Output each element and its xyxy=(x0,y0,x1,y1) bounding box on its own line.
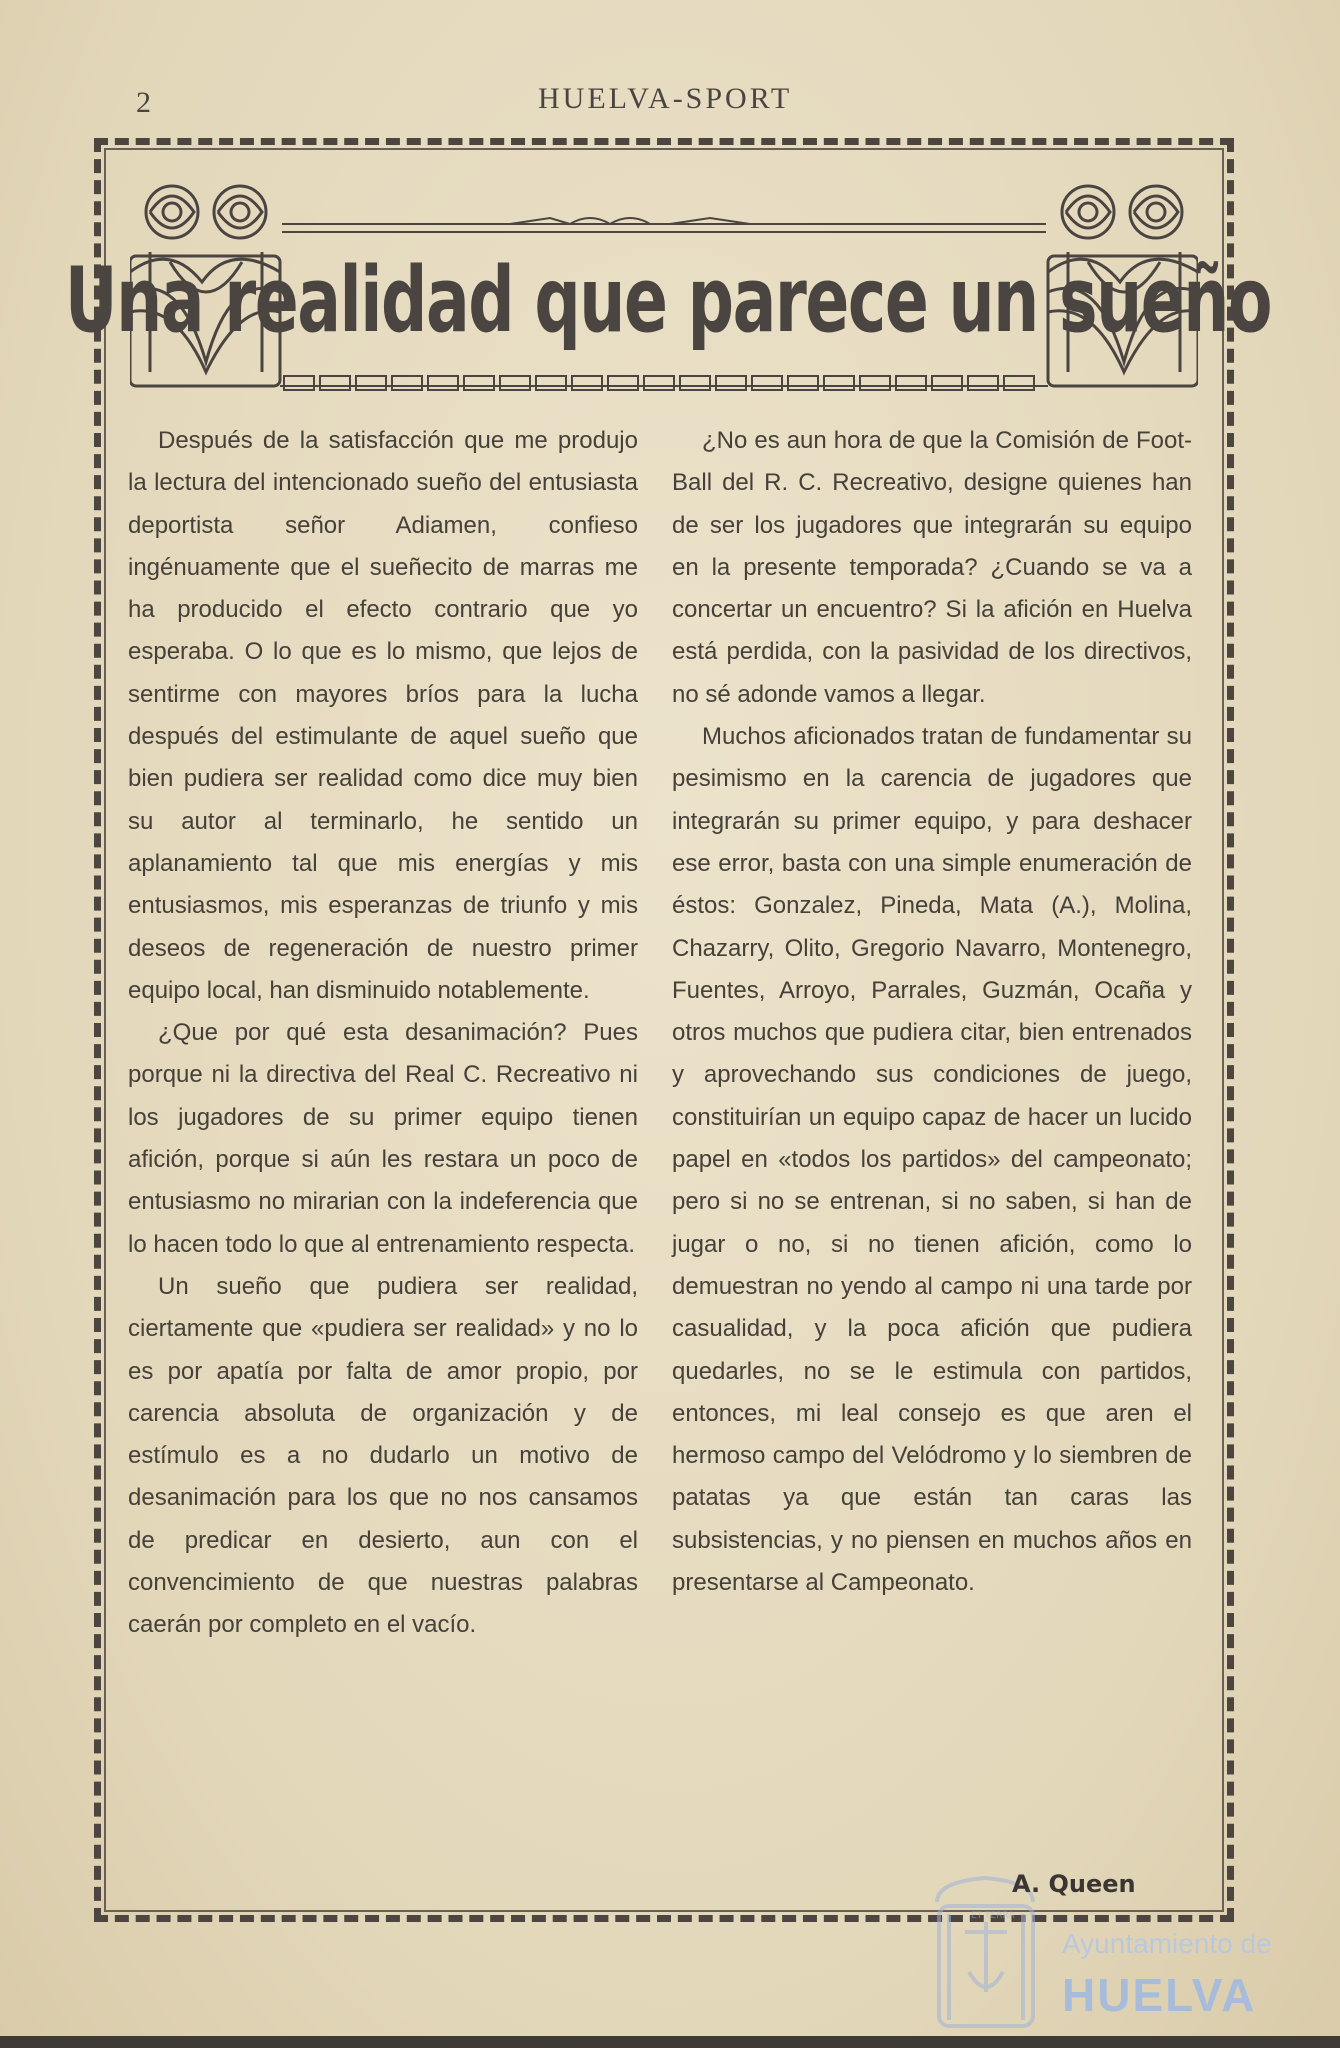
publication-title: HUELVA-SPORT xyxy=(538,82,793,115)
scan-edge xyxy=(0,2036,1340,2048)
paragraph: Muchos aficionados tratan de fundamentar su pesimismo en la carencia de jugadores que integrarán su primer equipo, y para deshacer ese error, basta con una simple enumeración de éstos: Gonzalez, Pineda, Mata (A.), Molina, Chazarry, Olito, Gregorio Navarro, Montenegro, Fuentes, Arroyo, Parrales, Guzmán, Ocaña y otros muchos que pudiera citar, bien entrenados y aprovechando sus condiciones de juego, constituirían un equipo capaz de hacer un lucido papel en «todos los partidos» del campeonato; pero si no se entrenan, si no saben, si han de jugar o no, si no tienen afición, como lo demuestran no yendo al campo ni una tarde por casualidad, y la poca afición que pudiera quedarles, no se le estimula con partidos, entonces, mi leal consejo es que aren el hermoso campo del Velódromo y lo siembren de patatas ya que están tan caras las subsistencias, y no piensen en muchos años en presentarse al Campeonato. xyxy=(672,723,1192,1597)
article-title: Una realidad que parece un sueño xyxy=(64,247,1272,353)
article-column-left xyxy=(128,420,638,1647)
watermark-line2: HUELVA xyxy=(1062,1969,1257,2021)
paragraph: ¿Que por qué esta desanimación? Pues porque ni la directiva del Real C. Recreativo ni los jugadores de su primer equipo tienen afición, porque si aún les restara un poco de entusiasmo no mirarian con la indeferencia que lo hacen todo lo que al entrenamiento respecta. xyxy=(128,1019,638,1258)
watermark-line1: Ayuntamiento de xyxy=(1062,1928,1272,1959)
article-column-right xyxy=(672,420,1192,1604)
page-number: 2 xyxy=(136,86,151,119)
paragraph: Después de la satisfacción que me produjo la lectura del intencionado sueño del entusiasta deportista señor Adiamen, confieso ingénuamente que el sueñecito de marras me ha producido el efecto contrario que yo esperaba. O lo que es lo mismo, que lejos de sentirme con mayores bríos para la lucha después del estimulante de aquel sueño que bien pudiera ser realidad como dice muy bien su autor al terminarlo, he sentido un aplanamiento tal que mis energías y mis entusiasmos, mis esperanzas de triunfo y mis deseos de regeneración de nuestro primer equipo local, han disminuido notablemente. xyxy=(128,427,638,1004)
article-author: A. Queen xyxy=(1012,1870,1136,1898)
seal-lettering: ET TERRA xyxy=(971,1911,1015,1921)
paragraph: ¿No es aun hora de que la Comisión de Foot-Ball del R. C. Recreativo, designe quienes han de ser los jugadores que integrarán su equipo en la presente temporada? ¿Cuando se va a concertar un encuentro? Si la afición en Huelva está perdida, con la pasividad de los directivos, no sé adonde vamos a llegar. xyxy=(672,427,1192,708)
paragraph: Un sueño que pudiera ser realidad, ciertamente que «pudiera ser realidad» y no lo es por apatía por falta de amor propio, por carencia absoluta de organización y de estímulo es a no dudarlo un motivo de desanimación para los que no nos cansamos de predicar en desierto, aun con el convencimiento de que nuestras palabras caerán por completo en el vacío. xyxy=(128,1272,638,1639)
